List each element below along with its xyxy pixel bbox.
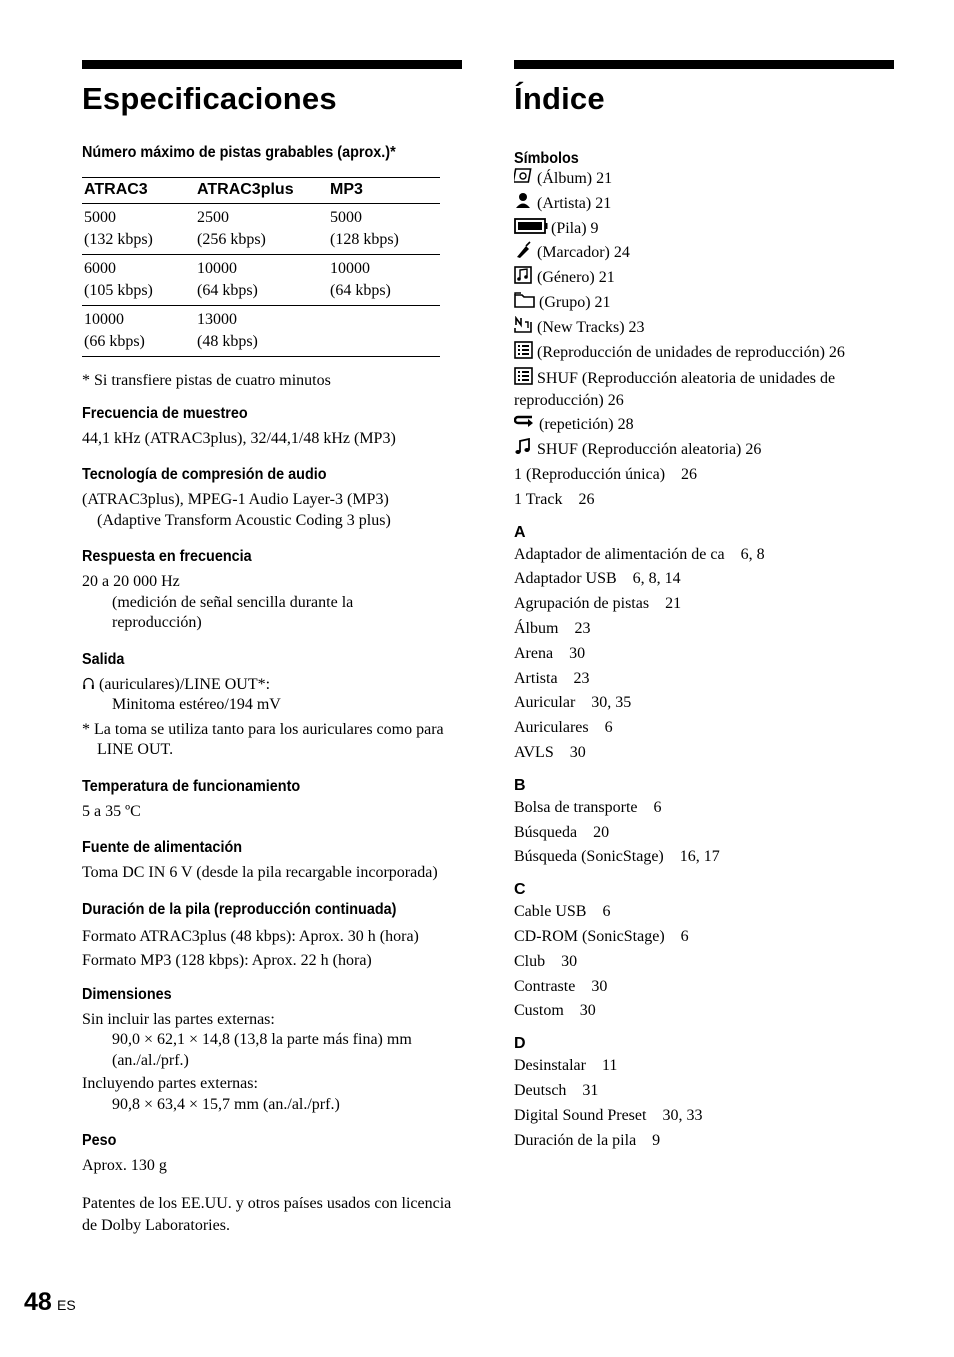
table-cell: 5000 (132 kbps)	[82, 204, 195, 255]
page-language: ES	[57, 1297, 76, 1313]
list-item: Agrupación de pistas 21	[514, 595, 682, 613]
list-item: SHUF (Reproducción aleatoria de unidades de reproducción) 26	[514, 367, 894, 412]
index-letter: D	[514, 1035, 526, 1053]
list-item: AVLS 30	[514, 743, 586, 761]
list-item: CD-ROM (SonicStage) 6	[514, 927, 689, 945]
specifications-column	[82, 60, 462, 1237]
dimensions-text: 90,8 × 63,4 × 15,7 mm (an./al./prf.)	[112, 1095, 340, 1113]
play-unit-icon	[514, 341, 534, 359]
index-section-d	[514, 1034, 894, 1153]
output-text: Minitoma estéreo/194 mV	[112, 696, 281, 713]
temperature-text: 5 a 35 ºC	[82, 802, 141, 820]
list-item: Auricular 30, 35	[514, 694, 632, 712]
list-item: Álbum 23	[514, 619, 591, 637]
symbols-heading: Símbolos	[514, 150, 579, 167]
list-item: 1 Track 26	[514, 490, 595, 508]
output-text: (auriculares)/LINE OUT*:	[82, 675, 462, 696]
artist-icon	[514, 192, 534, 210]
table-header: ATRAC3	[82, 178, 195, 204]
list-item: (Reproducción de unidades de reproducción) 26	[514, 341, 894, 366]
dimensions-heading: Dimensiones	[82, 985, 172, 1003]
title-rule	[514, 60, 894, 69]
tracks-table	[82, 177, 440, 357]
list-item: Auriculares 6	[514, 719, 613, 737]
list-item: (New Tracks) 23	[514, 316, 894, 341]
list-item: Desinstalar 11	[514, 1057, 618, 1075]
headphones-icon	[82, 677, 95, 690]
index-letter: B	[514, 776, 526, 794]
table-header: ATRAC3plus	[195, 178, 328, 204]
table-cell: 13000 (48 kbps)	[195, 306, 328, 357]
list-item: (Género) 21	[514, 266, 894, 291]
response-heading: Respuesta en frecuencia	[82, 548, 252, 565]
list-item: Custom 30	[514, 1002, 596, 1020]
dimensions-text: Incluyendo partes externas:	[82, 1075, 258, 1092]
page-number: 48	[24, 1288, 52, 1316]
battery-icon	[514, 217, 548, 235]
shuffle-note-icon	[514, 438, 534, 456]
index-section-b	[514, 776, 894, 870]
list-item: (Grupo) 21	[514, 291, 894, 316]
power-heading: Fuente de alimentación	[82, 839, 243, 856]
table-cell	[328, 306, 440, 357]
list-item: Duración de la pila 9	[514, 1131, 661, 1149]
play-unit-icon	[514, 367, 534, 385]
list-item: (Marcador) 24	[514, 241, 894, 266]
index-section-c	[514, 880, 894, 1024]
list-item: Artista 23	[514, 669, 590, 687]
genre-icon	[514, 266, 534, 284]
patent-text: Patentes de los EE.UU. y otros países usados con licencia de Dolby Laboratories.	[82, 1194, 452, 1234]
compression-heading: Tecnología de compresión de audio	[82, 466, 327, 483]
list-item: Adaptador de alimentación de ca 6, 8	[514, 545, 765, 563]
battery-heading: Duración de la pila (reproducción continuada)	[82, 900, 397, 918]
album-icon	[514, 167, 534, 185]
output-footnote: * La toma se utiliza tanto para los auriculares como para LINE OUT.	[82, 720, 444, 758]
compression-text: (ATRAC3plus), MPEG-1 Audio Layer-3 (MP3)	[82, 491, 389, 508]
list-item: Búsqueda 20	[514, 823, 610, 841]
list-item: Adaptador USB 6, 8, 14	[514, 570, 681, 588]
index-letter: C	[514, 881, 526, 899]
list-item: (Álbum) 21	[514, 167, 894, 192]
tracks-heading: Número máximo de pistas grabables (aprox.)*	[82, 144, 396, 161]
list-item: SHUF (Reproducción aleatoria) 26	[514, 438, 894, 463]
output-heading: Salida	[82, 650, 125, 668]
table-cell: 10000 (64 kbps)	[328, 255, 440, 306]
compression-text: (Adaptive Transform Acoustic Coding 3 plus)	[97, 511, 391, 529]
list-item: Bolsa de transporte 6	[514, 798, 662, 816]
index-title: Índice	[514, 81, 605, 116]
sampling-text: 44,1 kHz (ATRAC3plus), 32/44,1/48 kHz (MP3)	[82, 429, 396, 447]
list-item: (repetición) 28	[514, 413, 894, 438]
power-text: Toma DC IN 6 V (desde la pila recargable incorporada)	[82, 864, 438, 881]
list-item: Digital Sound Preset 30, 33	[514, 1106, 703, 1124]
sampling-heading: Frecuencia de muestreo	[82, 404, 248, 422]
bookmark-icon	[514, 241, 534, 259]
response-text: (medición de señal sencilla durante la	[112, 593, 354, 611]
group-icon	[514, 291, 536, 309]
index-column	[514, 60, 894, 1153]
list-item: (Pila) 9	[514, 217, 894, 242]
symbols-list	[514, 167, 894, 513]
list-item: (Artista) 21	[514, 192, 894, 217]
list-item: Contraste 30	[514, 977, 608, 995]
tracks-footnote: * Si transfiere pistas de cuatro minutos	[82, 372, 331, 389]
list-item: Club 30	[514, 952, 578, 970]
response-text: 20 a 20 000 Hz	[82, 573, 180, 590]
temperature-heading: Temperatura de funcionamiento	[82, 777, 301, 795]
list-item: Cable USB 6	[514, 903, 611, 921]
table-cell: 2500 (256 kbps)	[195, 204, 328, 255]
index-section-a	[514, 523, 894, 766]
table-cell: 10000 (66 kbps)	[82, 306, 195, 357]
table-cell: 5000 (128 kbps)	[328, 204, 440, 255]
specifications-title: Especificaciones	[82, 81, 337, 116]
table-row	[82, 255, 440, 306]
new-tracks-icon	[514, 316, 534, 334]
list-item: Búsqueda (SonicStage) 16, 17	[514, 848, 720, 866]
index-letter: A	[514, 523, 526, 541]
battery-text: Formato ATRAC3plus (48 kbps): Aprox. 30 h (hora)	[82, 927, 419, 945]
dimensions-text: Sin incluir las partes externas:	[82, 1010, 275, 1028]
table-header: MP3	[328, 178, 440, 204]
repeat-icon	[514, 413, 536, 431]
list-item: Deutsch 31	[514, 1081, 599, 1099]
table-row	[82, 204, 440, 255]
weight-heading: Peso	[82, 1132, 117, 1149]
table-cell: 10000 (64 kbps)	[195, 255, 328, 306]
list-item: Arena 30	[514, 644, 586, 662]
title-rule	[82, 60, 462, 69]
dimensions-text: 90,0 × 62,1 × 14,8 (13,8 la parte más fina) mm (an./al./prf.)	[112, 1031, 412, 1069]
table-row	[82, 306, 440, 357]
list-item: 1 (Reproducción única) 26	[514, 465, 698, 483]
battery-text: Formato MP3 (128 kbps): Aprox. 22 h (hora)	[82, 951, 372, 969]
response-text: reproducción)	[112, 614, 202, 631]
weight-text: Aprox. 130 g	[82, 1157, 167, 1174]
table-cell: 6000 (105 kbps)	[82, 255, 195, 306]
